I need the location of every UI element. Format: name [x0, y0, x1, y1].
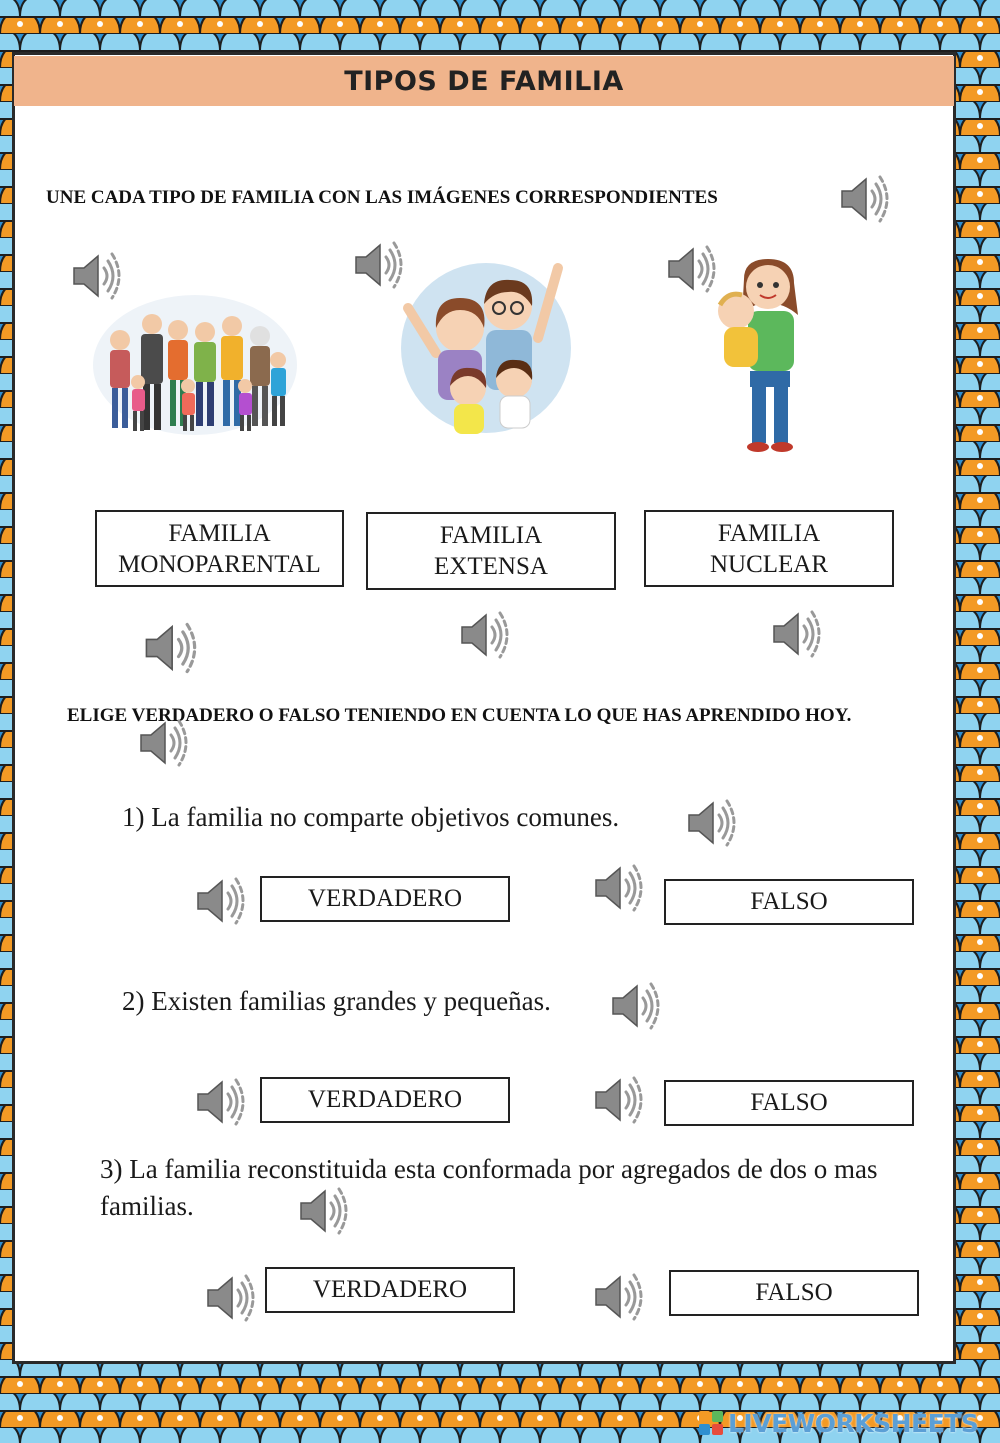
speaker-icon[interactable] [135, 715, 191, 771]
extended-family-illustration[interactable] [90, 290, 300, 450]
q2-verdadero-button[interactable]: VERDADERO [260, 1077, 510, 1123]
speaker-icon[interactable] [202, 1270, 258, 1326]
speaker-icon[interactable] [607, 978, 663, 1034]
true-false-instruction: ELIGE VERDADERO O FALSO TENIENDO EN CUENTA LO QUE HAS APRENDIDO HOY. [67, 705, 852, 726]
label-nuclear[interactable]: FAMILIA NUCLEAR [644, 510, 894, 587]
q2-falso-button[interactable]: FALSO [664, 1080, 914, 1126]
label-monoparental[interactable]: FAMILIA MONOPARENTAL [95, 510, 344, 587]
q3-verdadero-button[interactable]: VERDADERO [265, 1267, 515, 1313]
speaker-icon[interactable] [836, 171, 892, 227]
speaker-icon[interactable] [140, 618, 200, 678]
speaker-icon[interactable] [456, 607, 512, 663]
speaker-icon[interactable] [590, 1072, 646, 1128]
speaker-icon[interactable] [590, 1269, 646, 1325]
page-title: TIPOS DE FAMILIA [344, 66, 624, 97]
question-1-text: 1) La familia no comparte objetivos comunes. [122, 802, 620, 832]
speaker-icon[interactable] [590, 860, 646, 916]
nuclear-family-illustration[interactable] [398, 258, 573, 443]
q3-falso-button[interactable]: FALSO [669, 1270, 919, 1316]
match-instruction: UNE CADA TIPO DE FAMILIA CON LAS IMÁGENES CORRESPONDIENTES [46, 187, 718, 208]
q1-falso-button[interactable]: FALSO [664, 879, 914, 925]
speaker-icon[interactable] [192, 873, 248, 929]
liveworksheets-logo[interactable] [698, 1408, 978, 1438]
question-3-text: 3) La familia reconstituida esta conformada por agregados de dos o mas familias. [100, 1154, 878, 1221]
q1-verdadero-button[interactable]: VERDADERO [260, 876, 510, 922]
speaker-icon[interactable] [295, 1183, 351, 1239]
brand-name: LIVEWORKSHEETS [728, 1408, 979, 1438]
speaker-icon[interactable] [192, 1074, 248, 1130]
liveworksheets-icon [698, 1410, 724, 1436]
speaker-icon[interactable] [683, 795, 739, 851]
speaker-icon[interactable] [768, 606, 824, 662]
question-2-text: 2) Existen familias grandes y pequeñas. [122, 986, 551, 1016]
single-parent-family-illustration[interactable] [708, 255, 818, 455]
label-extensa[interactable]: FAMILIA EXTENSA [366, 512, 616, 590]
title-banner [14, 56, 954, 106]
